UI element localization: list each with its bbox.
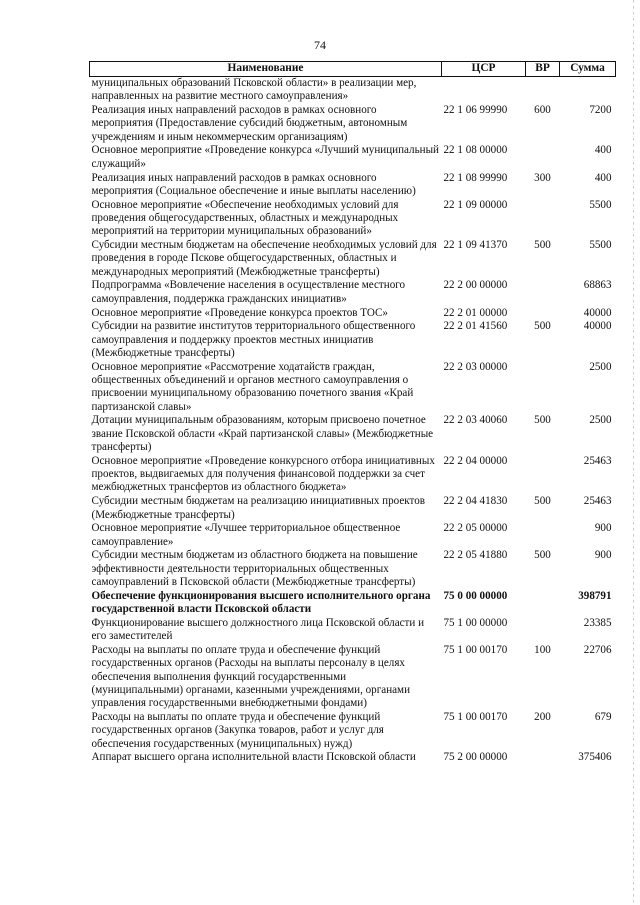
row-sum: 400: [594, 144, 612, 157]
row-sum: 23385: [583, 616, 612, 629]
row-sum: 25463: [583, 495, 612, 508]
table-row: [90, 320, 616, 360]
row-code: 22 2 04 41830: [443, 495, 508, 508]
row-code: 22 1 09 41370: [443, 239, 508, 252]
table-body: [90, 77, 616, 766]
row-code: 75 2 00 00000: [443, 751, 508, 764]
row-code: 22 1 08 99990: [443, 171, 508, 184]
header-name: Наименование: [90, 62, 442, 77]
row-vr: [526, 522, 560, 549]
table-row: [90, 239, 616, 279]
row-name: Основное мероприятие «Проведение конкурсного отбора инициативных проектов, выдвигаемых для получения финансовой поддержки за счет межбюджетных трансфертов из областного бюджета»: [91, 454, 435, 494]
row-sum: 7200: [589, 104, 612, 117]
row-code: 22 2 05 00000: [443, 522, 508, 535]
row-code: 22 2 03 40060: [443, 414, 508, 427]
scan-edge-dots: [633, 0, 634, 905]
row-sum: 2500: [589, 414, 612, 427]
header-sum: Сумма: [560, 62, 616, 77]
row-vr: [526, 279, 560, 306]
row-code: 75 0 00 00000: [443, 589, 508, 602]
table-row: [90, 361, 616, 415]
table-row: [90, 414, 616, 454]
table-row: [90, 617, 616, 644]
row-name: Основное мероприятие «Проведение конкурса проектов ТОС»: [91, 306, 388, 319]
row-sum: [560, 77, 616, 105]
row-sum: 5500: [589, 198, 612, 211]
row-name: Расходы на выплаты по оплате труда и обеспечение функций государственных органов (Расходы на выплаты персоналу в целях обеспечения выполнения функций государственными (муниципальными) органами, казенными учреждениями, органами управления государственными внебюджетными фондами): [91, 643, 411, 710]
table-row: [90, 144, 616, 171]
row-name: Субсидии местным бюджетам на реализацию инициативных проектов (Межбюджетные трансферты): [91, 495, 426, 521]
row-name: Функционирование высшего должностного лица Псковской области и его заместителей: [91, 616, 425, 643]
table-row: [90, 104, 616, 144]
row-vr: 500: [534, 549, 551, 562]
row-vr: 500: [534, 414, 551, 427]
row-vr: 500: [534, 495, 551, 508]
row-vr: 300: [534, 171, 551, 184]
row-name: муниципальных образований Псковской области» в реализации мер, направленных на развитие местного самоуправления»: [91, 77, 417, 103]
table-row: [90, 711, 616, 751]
table-row: [90, 279, 616, 306]
row-code: 22 2 05 41880: [443, 549, 508, 562]
row-sum: 900: [594, 549, 612, 562]
row-vr: 500: [534, 239, 551, 252]
row-code: 22 2 03 00000: [443, 360, 508, 373]
row-sum: 5500: [589, 239, 612, 252]
table-row: [90, 172, 616, 199]
row-vr: [526, 199, 560, 239]
row-code: [442, 77, 526, 105]
page-number: 74: [314, 38, 326, 52]
row-name: Основное мероприятие «Рассмотрение ходатайств граждан, общественных объединений и органов местного самоуправления о присвоении муниципальному образованию почетного звания «Край партизанской славы»: [91, 360, 414, 413]
budget-table: [89, 61, 616, 765]
table-row: [90, 455, 616, 495]
row-code: 22 2 01 41560: [443, 320, 508, 333]
row-sum: 40000: [583, 320, 612, 333]
table-row: [90, 549, 616, 589]
row-vr: 200: [534, 710, 551, 723]
row-vr: [526, 361, 560, 415]
row-vr: [526, 307, 560, 321]
table-row: [90, 307, 616, 321]
table-row: [90, 495, 616, 522]
row-sum: 400: [594, 171, 612, 184]
row-code: 22 1 08 00000: [443, 144, 508, 157]
row-sum: 40000: [583, 306, 612, 319]
row-vr: [526, 617, 560, 644]
row-code: 22 2 04 00000: [443, 454, 508, 467]
row-name: Дотации муниципальным образованиям, которым присвоено почетное звание Псковской области «Край партизанской славы» (Межбюджетные трансферты): [91, 414, 434, 454]
row-name: Основное мероприятие «Проведение конкурса «Лучший муниципальный служащий»: [91, 144, 439, 170]
row-code: 22 1 09 00000: [443, 198, 508, 211]
row-sum: 22706: [583, 643, 612, 656]
table-row: [90, 77, 616, 105]
row-sum: 2500: [589, 360, 612, 373]
table-row: [90, 522, 616, 549]
row-code: 22 2 01 00000: [443, 306, 508, 319]
row-name: Аппарат высшего органа исполнительной власти Псковской области: [91, 751, 416, 764]
table-row: [90, 644, 616, 711]
row-name: Реализация иных направлений расходов в рамках основного мероприятия (Социальное обеспечение и иные выплаты населению): [91, 171, 416, 197]
table-row: [90, 751, 616, 765]
row-sum: 900: [594, 522, 612, 535]
table-header: [90, 62, 616, 77]
header-code: ЦСР: [442, 62, 526, 77]
row-code: 75 1 00 00170: [443, 643, 508, 656]
row-sum: 25463: [583, 454, 612, 467]
row-sum: 679: [594, 710, 612, 723]
header-vr: ВР: [526, 62, 560, 77]
row-sum: 398791: [578, 589, 612, 602]
table-row: [90, 199, 616, 239]
row-vr: 100: [534, 643, 551, 656]
row-name: Субсидии местным бюджетам на обеспечение необходимых условий для проведения в городе Пскове общегосударственных, областных и международных мероприятий (Межбюджетные трансферты): [91, 239, 437, 278]
row-vr: [526, 144, 560, 171]
row-name: Основное мероприятие «Обеспечение необходимых условий для проведения общегосударственных, областных и международных мероприятий на территории муниципальных образований»: [91, 198, 399, 238]
row-vr: 600: [534, 104, 551, 117]
row-code: 75 1 00 00170: [443, 710, 508, 723]
row-vr: [526, 590, 560, 617]
row-name: Основное мероприятие «Лучшее территориальное общественное самоуправление»: [91, 522, 401, 548]
row-code: 22 1 06 99990: [443, 104, 508, 117]
row-vr: [526, 77, 560, 105]
row-sum: 375406: [578, 751, 612, 764]
row-code: 22 2 00 00000: [443, 279, 508, 292]
row-name: Реализация иных направлений расходов в рамках основного мероприятия (Предоставление субсидий бюджетным, автономным учреждениям и иным некоммерческим организациям): [91, 104, 408, 143]
row-name: Субсидии местным бюджетам из областного бюджета на повышение эффективности деятельности территориальных общественных самоуправлений в Псковской области (Межбюджетные трансферты): [91, 549, 418, 588]
row-name: Расходы на выплаты по оплате труда и обеспечение функций государственных органов (Закупка товаров, работ и услуг для обеспечения государственных (муниципальных) нужд): [91, 710, 384, 750]
row-name: Субсидии на развитие институтов территориального общественного самоуправления и поддержку проектов местных инициатив (Межбюджетные трансферты): [91, 320, 416, 359]
row-sum: 68863: [583, 279, 612, 292]
row-name: Обеспечение функционирования высшего исполнительного органа государственной власти Псковской области: [91, 589, 431, 616]
row-vr: 500: [534, 320, 551, 333]
table-row: [90, 590, 616, 617]
row-code: 75 1 00 00000: [443, 616, 508, 629]
row-name: Подпрограмма «Вовлечение населения в осуществление местного самоуправления, поддержка гражданских инициатив»: [91, 279, 406, 305]
row-vr: [526, 751, 560, 765]
row-vr: [526, 455, 560, 495]
